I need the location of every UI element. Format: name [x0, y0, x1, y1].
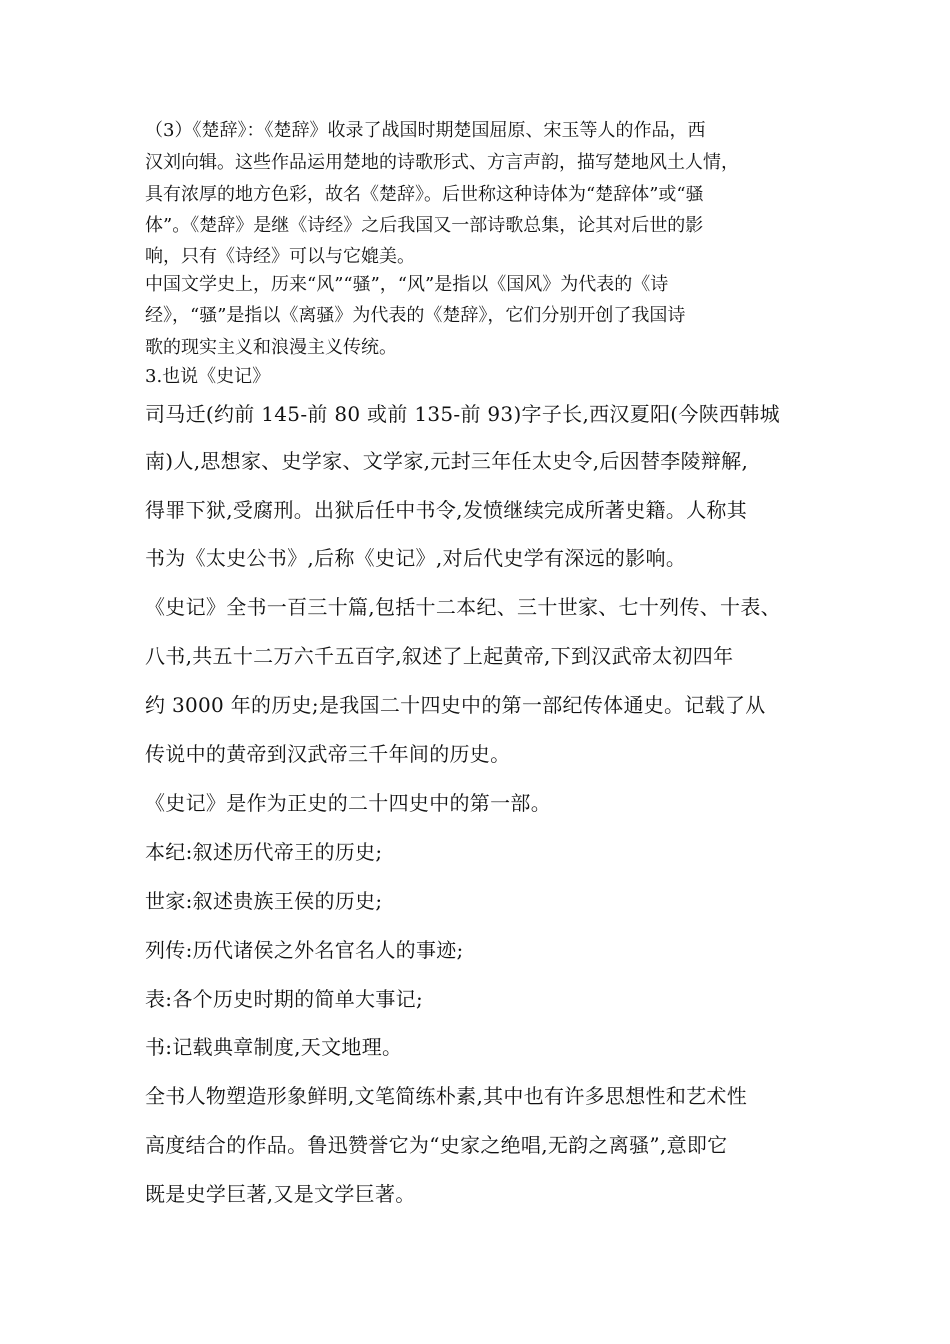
fengsao-line: 中国文学史上，历来“风”“骚”，“风”是指以《国风》为代表的《诗 [145, 274, 669, 295]
shiji-line: 世家:叙述贵族王侯的历史; [145, 889, 383, 913]
section-heading: 3.也说《史记》 [145, 366, 271, 387]
shiji-line: 本纪:叙述历代帝王的历史; [145, 840, 383, 864]
shiji-line: 书为《太史公书》,后称《史记》,对后代史学有深远的影响。 [145, 546, 687, 570]
chuci-line: 体”。《楚辞》是继《诗经》之后我国又一部诗歌总集，论其对后世的影 [145, 215, 704, 236]
shiji-line: 书:记载典章制度,天文地理。 [145, 1035, 403, 1059]
fengsao-line: 经》，“骚”是指以《离骚》为代表的《楚辞》，它们分别开创了我国诗 [145, 305, 686, 326]
shiji-line: 全书人物塑造形象鲜明,文笔简练朴素,其中也有许多思想性和艺术性 [145, 1084, 748, 1108]
shiji-line: 高度结合的作品。鲁迅赞誉它为“史家之绝唱,无韵之离骚”,意即它 [145, 1133, 728, 1157]
chuci-line: （3）《楚辞》：《楚辞》收录了战国时期楚国屈原、宋玉等人的作品，西 [145, 120, 706, 141]
shiji-line: 列传:历代诸侯之外名官名人的事迹; [145, 938, 464, 962]
shiji-line: 表:各个历史时期的简单大事记; [145, 987, 423, 1011]
chuci-line: 具有浓厚的地方色彩，故名《楚辞》。后世称这种诗体为“楚辞体”或“骚 [145, 184, 704, 205]
shiji-line: 八书,共五十二万六千五百字,叙述了上起黄帝,下到汉武帝太初四年 [145, 644, 734, 668]
chuci-line: 响，只有《诗经》可以与它媲美。 [145, 246, 415, 267]
shiji-line: 传说中的黄帝到汉武帝三千年间的历史。 [145, 742, 511, 766]
shiji-line: 既是史学巨著,又是文学巨著。 [145, 1182, 416, 1206]
shiji-line: 南)人,思想家、史学家、文学家,元封三年任太史令,后因替李陵辩解, [145, 449, 749, 473]
fengsao-line: 歌的现实主义和浪漫主义传统。 [145, 337, 397, 358]
chuci-line: 汉刘向辑。这些作品运用楚地的诗歌形式、方言声韵，描写楚地风土人情， [145, 152, 739, 173]
shiji-line: 《史记》全书一百三十篇,包括十二本纪、三十世家、七十列传、十表、 [145, 595, 781, 619]
shiji-line: 司马迁(约前 145-前 80 或前 135-前 93)字子长,西汉夏阳(今陕西韩城 [145, 402, 780, 426]
shiji-line: 得罪下狱,受腐刑。出狱后任中书令,发愤继续完成所著史籍。人称其 [145, 498, 748, 522]
shiji-line: 约 3000 年的历史;是我国二十四史中的第一部纪传体通史。记载了从 [145, 693, 766, 717]
shiji-line: 《史记》是作为正史的二十四史中的第一部。 [145, 791, 551, 815]
